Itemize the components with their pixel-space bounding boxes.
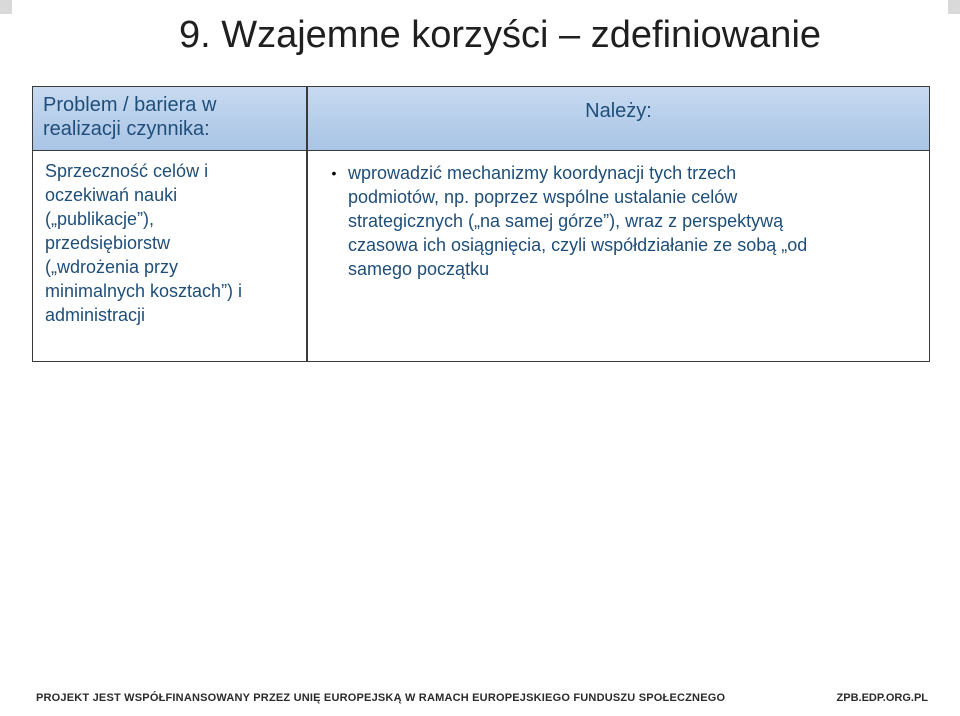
slide-title: 9. Wzajemne korzyści – zdefiniowanie: [178, 14, 822, 56]
solution-header: Należy:: [308, 87, 929, 151]
top-left-corner-bar: [0, 0, 12, 14]
footer-funding-note: PROJEKT JEST WSPÓŁFINANSOWANY PRZEZ UNIĘ EUROPEJSKĄ W RAMACH EUROPEJSKIEGO FUNDUSZU SPOŁECZNEGO: [36, 692, 726, 704]
footer-website: ZPB.EDP.ORG.PL: [836, 692, 928, 704]
problem-panel: [32, 86, 307, 362]
footer: [0, 688, 960, 710]
solution-list: [308, 151, 929, 281]
problem-description: Sprzeczność celów i oczekiwań nauki („publikacje”), przedsiębiorstw („wdrożenia przy minimalnych kosztach”) i administracji: [45, 161, 243, 325]
solution-panel: [307, 86, 930, 362]
solution-list-item: [320, 161, 909, 281]
bullet-dot-icon: •: [331, 165, 337, 181]
solution-text: wprowadzić mechanizmy koordynacji tych trzech podmiotów, np. poprzez wspólne ustalanie celów strategicznych („na samej górze”), wraz z perspektywą czasowa ich osiągnięcia, czyli współdziałanie ze sobą „od samego początku: [348, 163, 808, 279]
top-right-corner-bar: [948, 0, 960, 14]
problem-header: Problem / bariera w realizacji czynnika:: [33, 87, 306, 151]
